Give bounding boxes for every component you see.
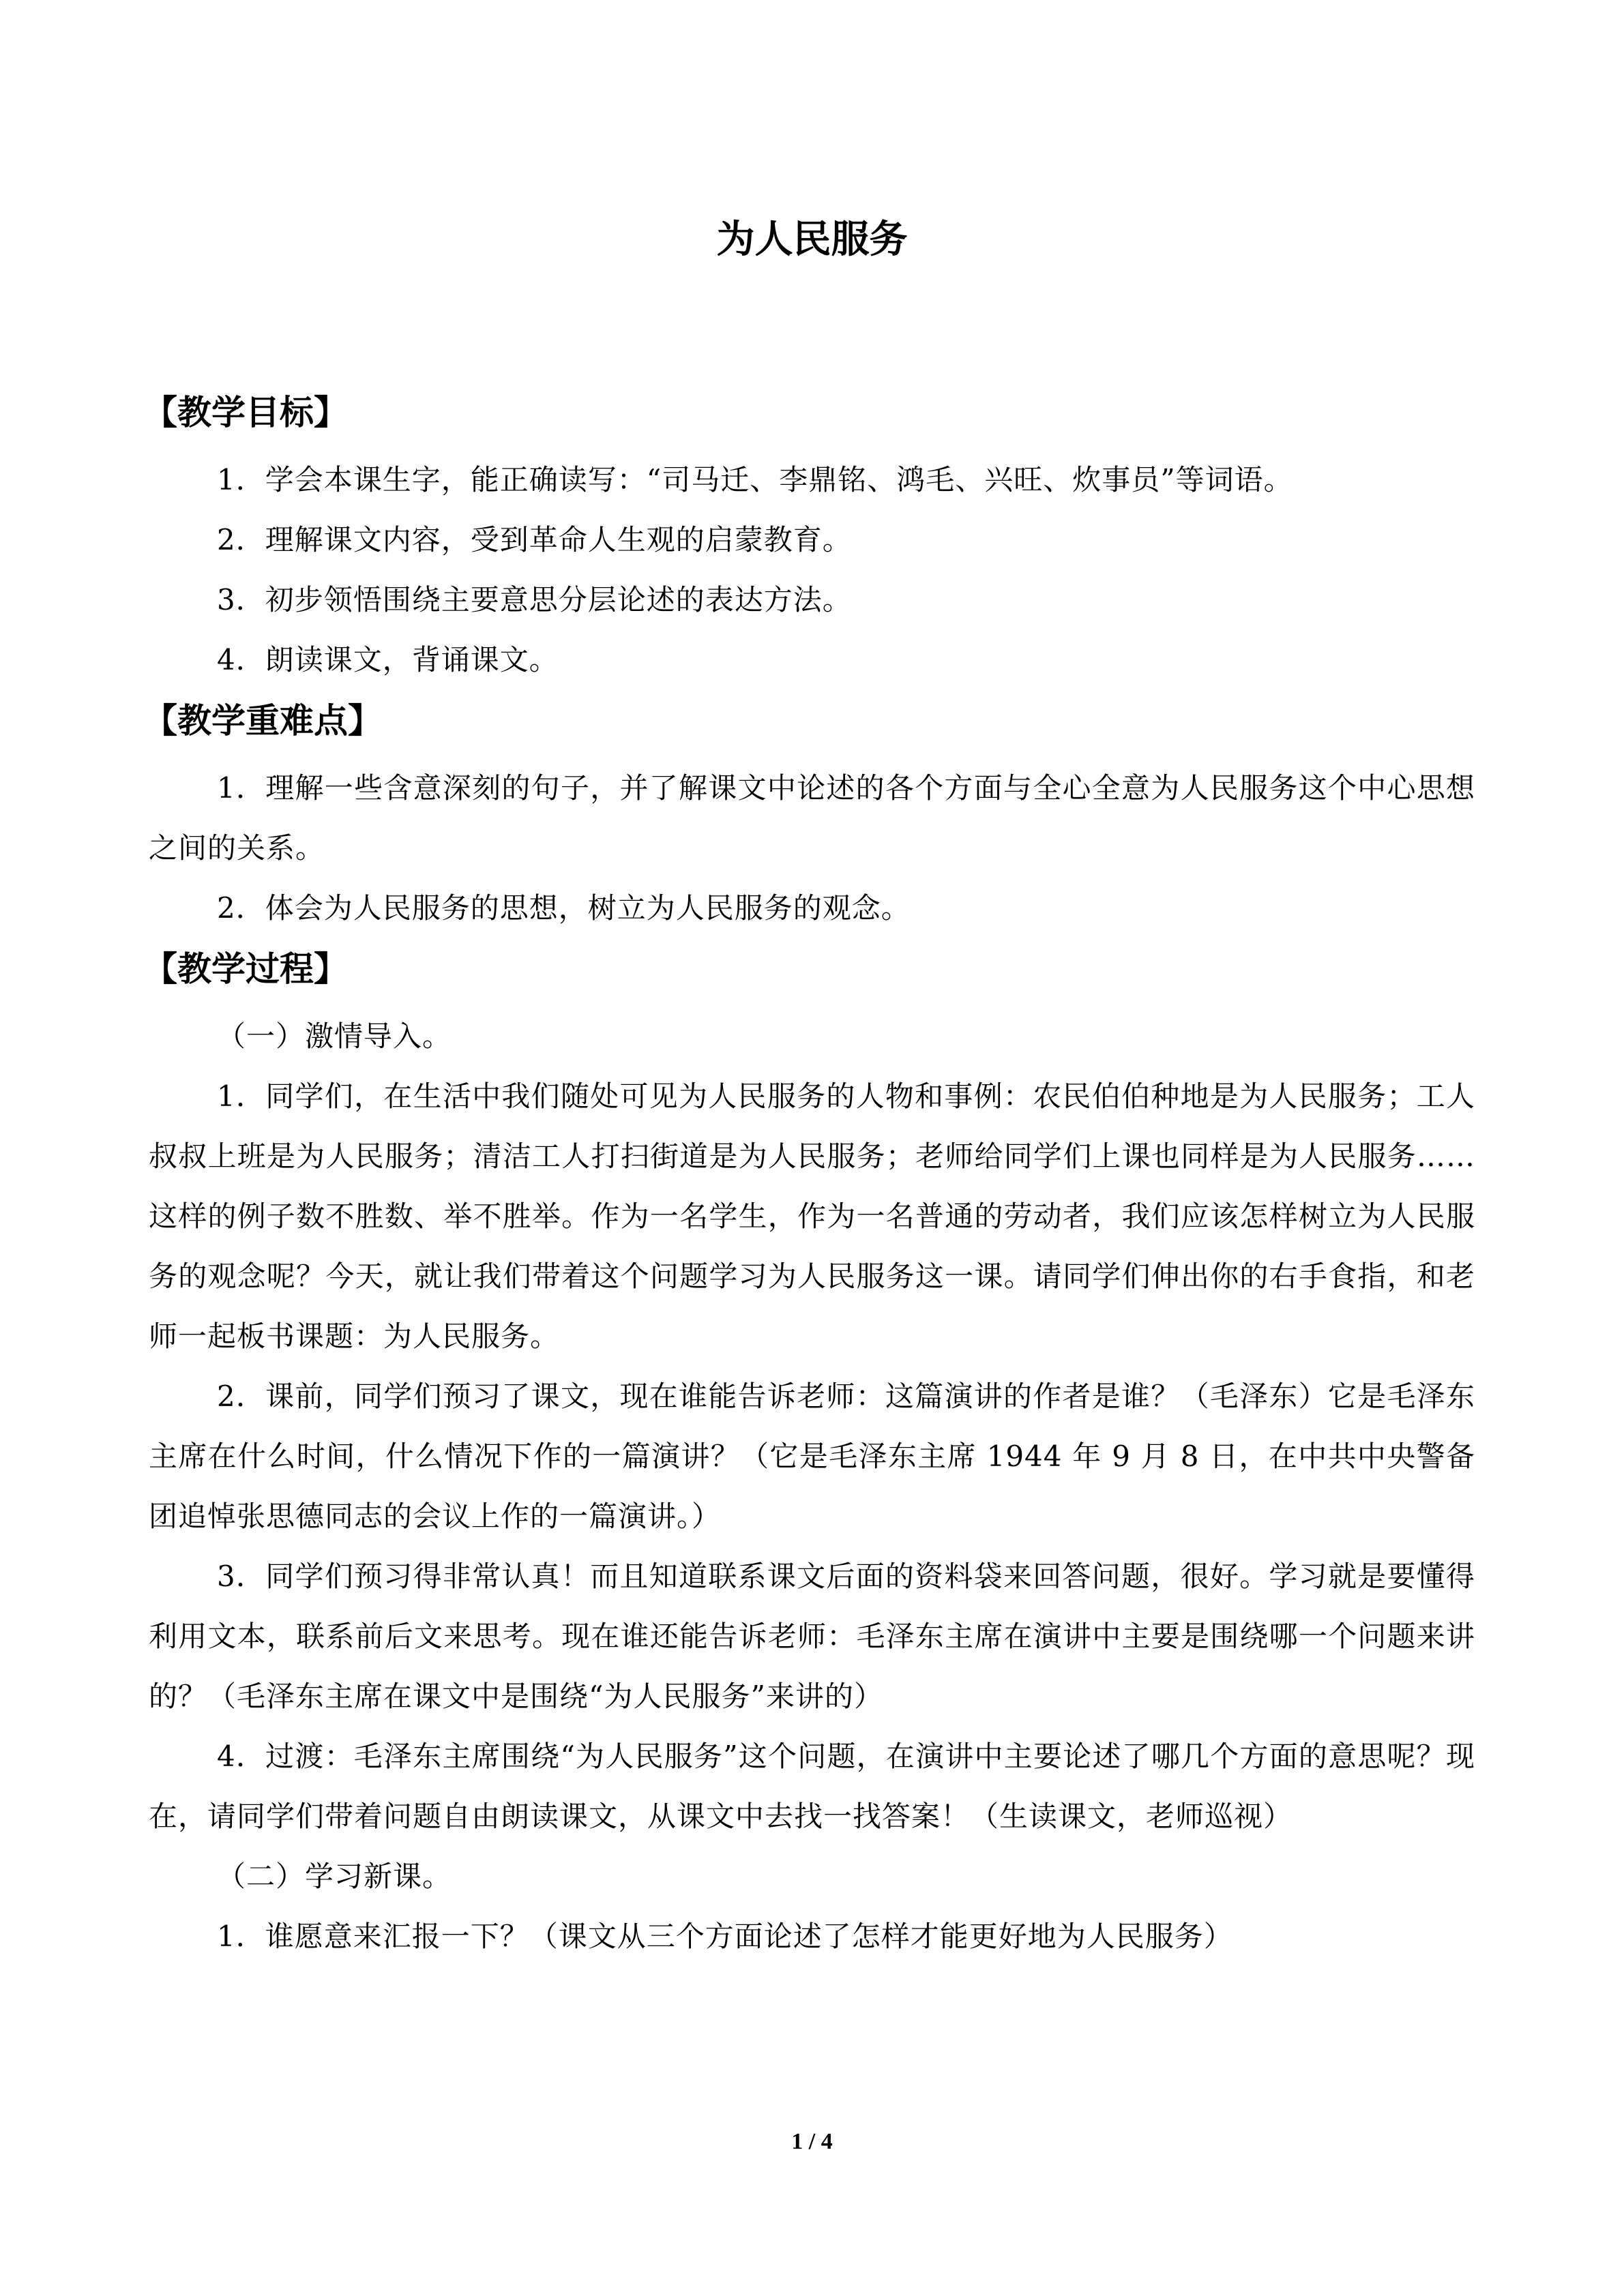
page-title: 为人民服务	[716, 218, 908, 262]
page-number: 1 / 4	[791, 2129, 833, 2154]
paragraph: 2．体会为人民服务的思想，树立为人民服务的观念。	[217, 891, 911, 925]
document-body	[143, 382, 1475, 1967]
section-heading-key-points: 【教学重难点】	[143, 701, 382, 741]
section-heading-process: 【教学过程】	[143, 949, 348, 989]
paragraph: 1．同学们，在生活中我们随处可见为人民服务的人物和事例：农民伯伯种地是为人民服务；工人叔叔上班是为人民服务；清洁工人打扫街道是为人民服务；老师给同学们上课也同样是为人民服务……这样的例子数不胜数、举不胜举。作为一名学生，作为一名普通的劳动者，我们应该怎样树立为人民服务的观念呢？今天，就让我们带着这个问题学习为人民服务这一课。请同学们伸出你的右手食指，和老师一起板书课题：为人民服务。	[149, 1079, 1475, 1353]
paragraph: 4．过渡：毛泽东主席围绕“为人民服务”这个问题，在演讲中主要论述了哪几个方面的意思呢？现在，请同学们带着问题自由朗读课文，从课文中去找一找答案！（生读课文，老师巡视）	[149, 1740, 1475, 1833]
paragraph: 3．初步领悟围绕主要意思分层论述的表达方法。	[217, 583, 852, 616]
paragraph: 2．理解课文内容，受到革命人生观的启蒙教育。	[217, 523, 852, 556]
section-heading-objectives: 【教学目标】	[143, 393, 348, 432]
paragraph: （一）激情导入。	[217, 1019, 452, 1053]
paragraph: 3．同学们预习得非常认真！而且知道联系课文后面的资料袋来回答问题，很好。学习就是要懂得利用文本，联系前后文来思考。现在谁还能告诉老师：毛泽东主席在演讲中主要是围绕哪一个问题来讲的？（毛泽东主席在课文中是围绕“为人民服务”来讲的）	[149, 1560, 1475, 1713]
paragraph: 1．谁愿意来汇报一下？（课文从三个方面论述了怎样才能更好地为人民服务）	[217, 1920, 1233, 1953]
paragraph: 4．朗读课文，背诵课文。	[217, 643, 559, 676]
paragraph: 1．理解一些含意深刻的句子，并了解课文中论述的各个方面与全心全意为人民服务这个中心思想之间的关系。	[149, 771, 1475, 865]
paragraph: （二）学习新课。	[217, 1860, 452, 1893]
paragraph: 2．课前，同学们预习了课文，现在谁能告诉老师：这篇演讲的作者是谁？（毛泽东）它是毛泽东主席在什么时间，什么情况下作的一篇演讲？（它是毛泽东主席 1944 年 9 月 8 日，在中共中央警备团追悼张思德同志的会议上作的一篇演讲。）	[149, 1380, 1475, 1533]
paragraph: 1．学会本课生字，能正确读写：“司马迁、李鼎铭、鸿毛、兴旺、炊事员”等词语。	[217, 463, 1293, 496]
